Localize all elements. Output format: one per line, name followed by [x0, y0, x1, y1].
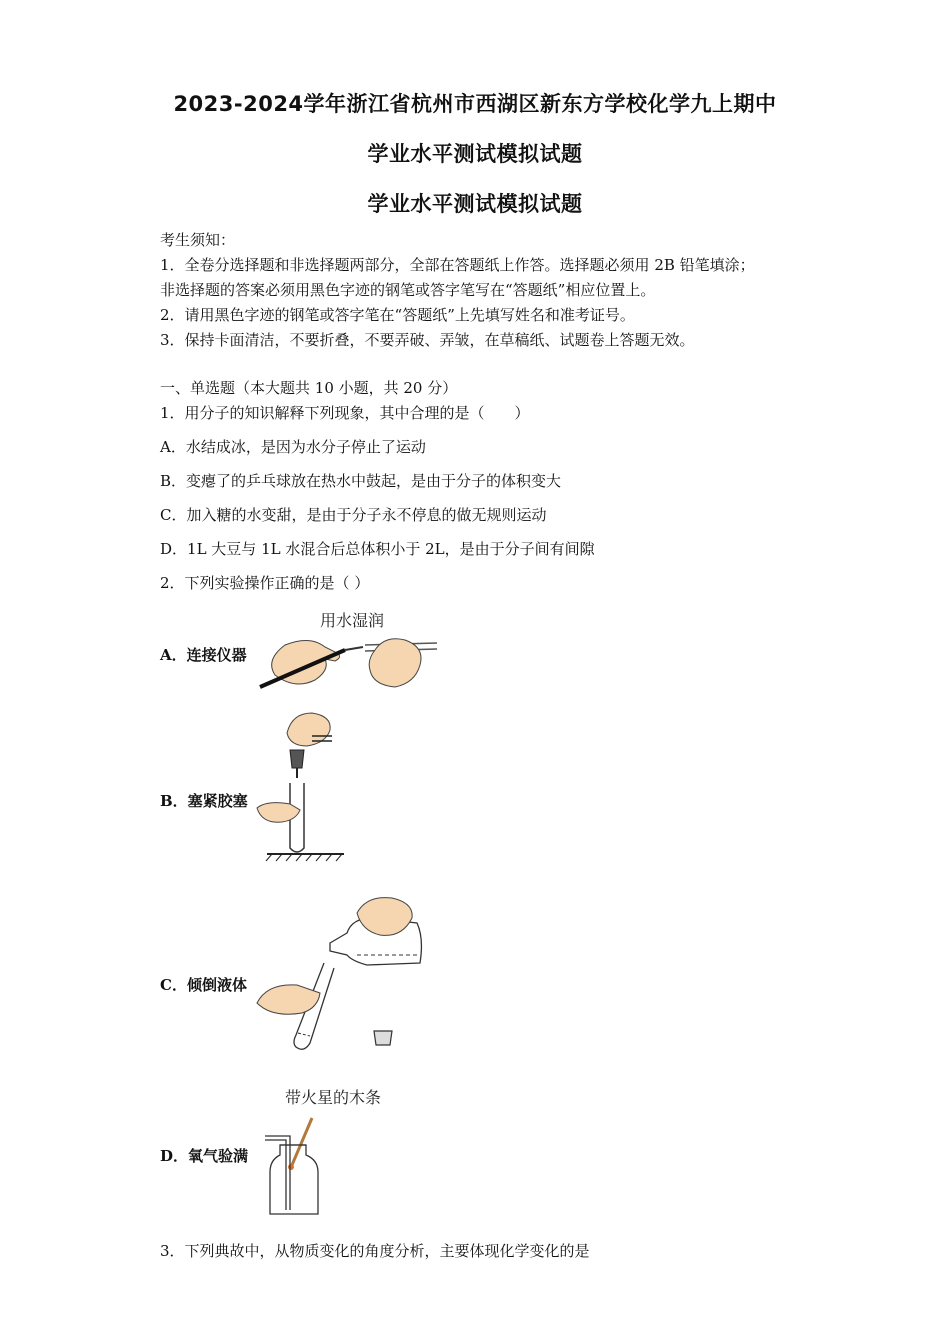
q1-option-d: D．1L 大豆与 1L 水混合后总体积小于 2L，是由于分子间有间隙 [160, 540, 595, 558]
q1-stem: 1．用分子的知识解释下列现象，其中合理的是（ ） [160, 404, 530, 422]
exam-title-line1: 2023-2024学年浙江省杭州市西湖区新东方学校化学九上期中 [173, 92, 777, 116]
notice-heading: 考生须知： [160, 231, 236, 249]
q2-stem: 2．下列实验操作正确的是（ ） [160, 574, 370, 592]
q1-option-c: C．加入糖的水变甜，是由于分子永不停息的做无规则运动 [160, 506, 547, 524]
exam-title-line3: 学业水平测试模拟试题 [367, 192, 583, 216]
q2-option-d-label: D．氧气验满 [160, 1147, 249, 1165]
notice-item2: 2．请用黑色字迹的钢笔或答字笔在“答题纸”上先填写姓名和准考证号。 [160, 306, 635, 324]
notice-item1a: 1．全卷分选择题和非选择题两部分，全部在答题纸上作答。选择题必须用 2B 铅笔填涂； [160, 256, 755, 274]
exam-title-line2: 学业水平测试模拟试题 [367, 142, 583, 166]
q2-option-c-label: C．倾倒液体 [160, 976, 247, 994]
q3-stem: 3．下列典故中，从物质变化的角度分析，主要体现化学变化的是 [160, 1242, 590, 1260]
notice-item1b: 非选择题的答案必须用黑色字迹的钢笔或答字笔写在“答题纸”相应位置上。 [160, 281, 656, 299]
q1-option-a: A．水结成冰，是因为水分子停止了运动 [160, 438, 426, 456]
section-heading: 一、单选题（本大题共 10 小题，共 20 分） [160, 379, 458, 397]
connect-apparatus-figure [255, 625, 445, 695]
q2-option-b-label: B．塞紧胶塞 [160, 792, 248, 810]
notice-item3: 3．保持卡面清洁，不要折叠，不要弄破、弄皱，在草稿纸、试题卷上答题无效。 [160, 331, 695, 349]
q2-a-caption: 用水湿润 [320, 611, 385, 630]
q2-option-a-label: A．连接仪器 [160, 646, 247, 664]
insert-stopper-figure [252, 708, 352, 863]
oxygen-test-figure [262, 1110, 332, 1220]
pour-liquid-figure [252, 893, 427, 1058]
q1-option-b: B．变瘪了的乒乓球放在热水中鼓起，是由于分子的体积变大 [160, 472, 562, 490]
q2-d-caption: 带火星的木条 [285, 1088, 382, 1107]
